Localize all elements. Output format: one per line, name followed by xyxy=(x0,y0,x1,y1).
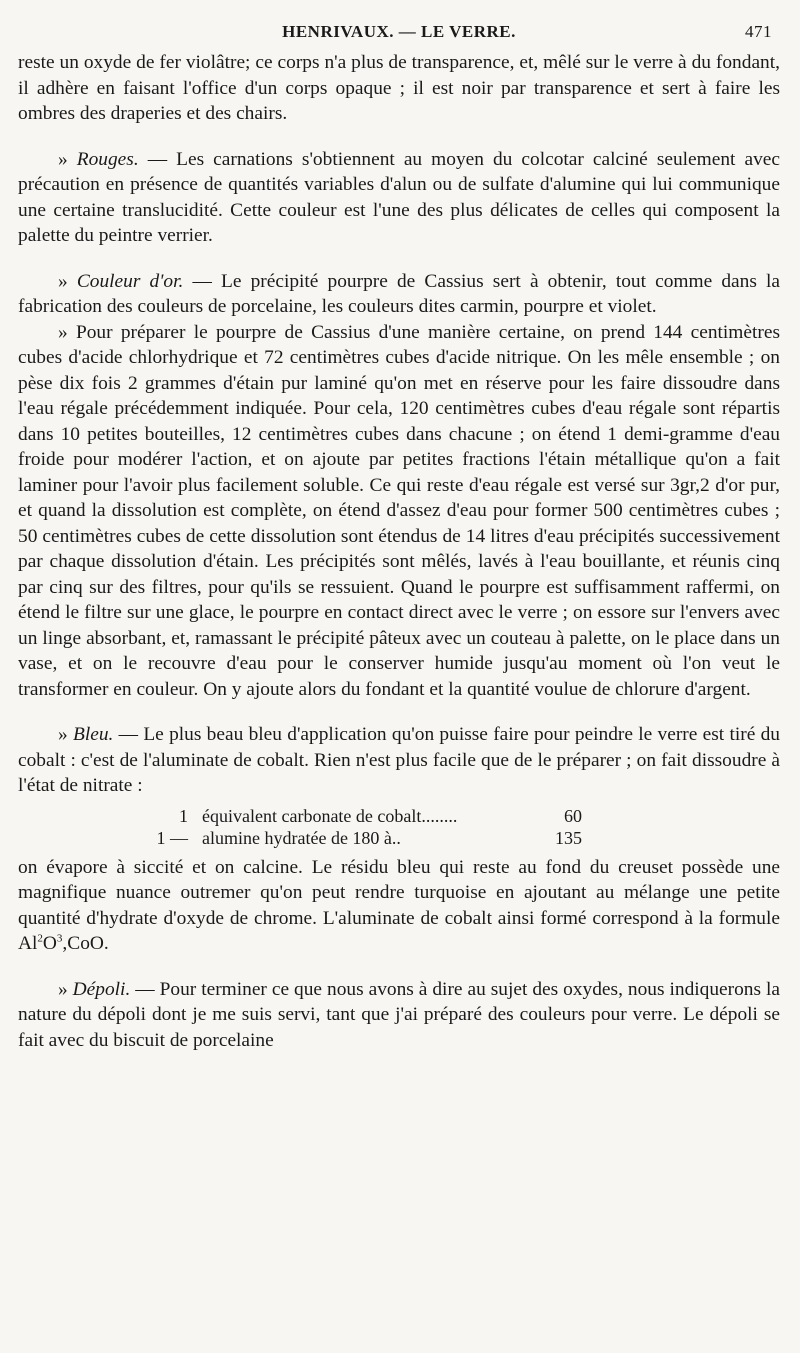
page-number: 471 xyxy=(745,22,772,41)
formula-qty: 1 — xyxy=(156,827,188,848)
formula-row xyxy=(18,827,780,849)
formula-qty: 1 xyxy=(179,805,188,826)
paragraph-rouges: » Rouges. — Les carnations s'obtiennent au moyen du colcotar calciné seulement avec précaution en présence de quantités variables d'alun ou de sulfate d'alumine qui lui communique une certaine translucidité. Cette couleur est l'une des plus délicates de celles qui composent la palette du peintre verrier. xyxy=(18,148,780,246)
formula-value: 60 xyxy=(564,805,582,826)
page xyxy=(18,22,780,1053)
formula-row xyxy=(18,805,780,827)
formula-desc: équivalent carbonate de cobalt........ xyxy=(202,805,458,826)
paragraph-bleu: » Bleu. — Le plus beau bleu d'application qu'on puisse faire pour peindre le verre est tiré du cobalt : c'est de l'aluminate de cobalt. Rien n'est plus facile que de le préparer ; on fait dissoudre à l'état de nitrate : xyxy=(18,724,780,796)
section-label-rouges: Rouges. xyxy=(76,148,139,170)
paragraph-depoli: » Dépoli. — Pour terminer ce que nous avons à dire au sujet des oxydes, nous indiquerons la nature du dépoli dont je me suis servi, tant que j'ai préparé des couleurs pour verre. Le dépoli se fait avec du biscuit de porcelaine xyxy=(18,978,780,1051)
running-header xyxy=(18,22,780,50)
section-label-depoli: Dépoli. xyxy=(72,978,131,1000)
formula-desc: alumine hydratée de 180 à.. xyxy=(202,827,401,848)
paragraph-aluminate: on évapore à siccité et on calcine. Le résidu bleu qui reste au fond du creuset possède une magnifique nuance outremer qu'on peut rendre turquoise en ajoutant au mélange une petite quantité d'hydrate d'oxyde de chrome. L'aluminate de cobalt ainsi formé correspond à la formule $Al^2O^3,CoO$. xyxy=(18,856,780,954)
paragraph-fer: reste un oxyde de fer violâtre; ce corps n'a plus de transparence, et, mêlé sur le verre à du fondant, il adhère en faisant l'office d'un corps opaque ; il est noir par transparence et sert à faire les ombres des draperies et des chairs. xyxy=(18,52,780,124)
formula-value: 135 xyxy=(555,827,582,848)
paragraph-couleur-or: » Couleur d'or. — Le précipité pourpre de Cassius sert à obtenir, tout comme dans la fabrication des couleurs de porcelaine, les couleurs dites carmin, pourpre et violet. xyxy=(18,270,780,317)
paragraph-cassius: » Pour préparer le pourpre de Cassius d'une manière certaine, on prend 144 centimètres cubes d'acide chlorhydrique et 72 centimètres cubes d'acide nitrique. On les mêle ensemble ; on pèse dix fois 2 grammes d'étain pur laminé qu'on met en réserve pour les faire dissoudre dans l'eau régale précédemment indiquée. Pour cela, 120 centimètres cubes d'eau régale sont répartis dans 10 petites bouteilles, 12 centimètres cubes dans chacune ; on étend 1 demi-gramme d'eau froide pour modérer l'action, et on ajoute par petites fractions l'étain métallique qu'on a fait laminer pour l'avoir plus facilement soluble. Ce qui reste d'eau régale est versé sur 3gr,2 d'or pur, et quand la dissolution est complète, on étend d'assez d'eau pour former 500 centimètres cubes ; 50 centimètres cubes de cette dissolution sont étendus de 14 litres d'eau précipités successivement par chaque dissolution d'étain. Les précipités sont mêlés, lavés à l'eau bouillante, et réunis cinq par cinq sur des filtres, pour qu'ils se ressuient. Quand le pourpre est suffisamment raffermi, on étend le filtre sur une glace, le pourpre en contact direct avec le verre ; on essore sur l'envers avec un linge absorbant, et, ramassant le précipité pâteux avec un couteau à palette, on le place dans un vase, et on le recouvre d'eau pour le conserver humide jusqu'au moment où l'on veut le transformer en couleur. On y ajoute alors du fondant et la quantité voulue de chlorure d'argent. xyxy=(18,321,780,700)
formula-table xyxy=(18,805,780,849)
section-label-couleur-or: Couleur d'or. xyxy=(76,270,184,292)
section-label-bleu: Bleu. xyxy=(72,724,114,745)
running-title: HENRIVAUX. — LE VERRE. xyxy=(282,22,516,41)
